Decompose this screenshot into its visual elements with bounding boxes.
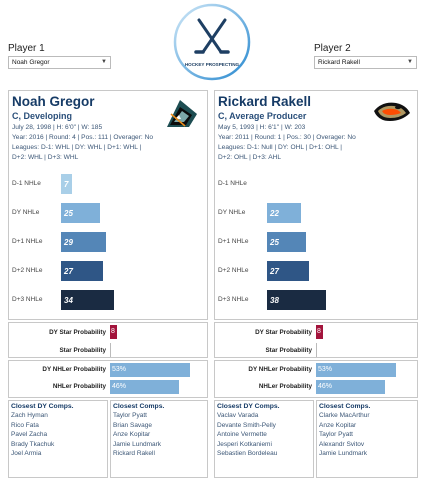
player2-info	[218, 123, 403, 163]
nhler-prob-label: DY NHLer Probability	[42, 366, 106, 373]
list-item: Zach Hyman	[11, 412, 48, 419]
player2-label: Player 2	[314, 43, 351, 54]
bar-value: 7	[64, 180, 69, 189]
bar-value: 29	[64, 238, 73, 247]
star-prob-label: Star Probability	[59, 347, 106, 354]
star-prob-bar[interactable]	[110, 343, 111, 357]
bar-value: 34	[64, 296, 73, 305]
player2-bio: May 5, 1993 | H: 6'1'' | W: 203	[218, 124, 306, 131]
list-item: Anze Kopitar	[319, 421, 357, 429]
player1-info	[12, 123, 197, 163]
player1-dropdown[interactable]	[8, 56, 111, 69]
player1-leagues-2: D+2: WHL | D+3: WHL	[12, 154, 79, 161]
dy-comps-title: Closest DY Comps.	[217, 403, 280, 410]
bar-label: DY NHLe	[12, 209, 40, 216]
player1-label: Player 1	[8, 43, 45, 54]
bar-value: 38	[270, 296, 279, 305]
nhler-prob-value: 53%	[112, 366, 127, 373]
list-item: Pavel Zacha	[11, 431, 48, 439]
nhler-prob-label: DY NHLer Probability	[248, 366, 312, 373]
player2-dy-comps	[214, 400, 314, 478]
player2-name: Rickard Rakell	[218, 94, 312, 109]
list-item: Jamie Lundmark	[319, 450, 368, 458]
list-item: Rickard Rakell	[113, 450, 155, 458]
player2-comps	[316, 400, 418, 478]
comps-title: Closest Comps.	[319, 403, 371, 410]
star-prob-value: 8	[111, 328, 115, 335]
bar-label: D+2 NHLe	[218, 267, 249, 274]
list-item: Anze Kopitar	[113, 431, 151, 439]
list-item: Rico Fata	[11, 421, 39, 429]
bar-value: 25	[64, 209, 73, 218]
player2-dropdown-value: Rickard Rakell	[318, 59, 360, 66]
bar-value: 22	[270, 209, 279, 218]
bar-value: 27	[64, 267, 73, 276]
player2-draft: Year: 2011 | Round: 1 | Pos.: 30 | Overager: No	[218, 134, 356, 141]
player1-type: C, Developing	[12, 111, 73, 121]
nhler-prob-label: NHLer Probability	[52, 383, 106, 390]
list-item: Taylor Pyatt	[113, 412, 147, 419]
nhler-prob-label: NHLer Probability	[258, 383, 312, 390]
list-item: Devante Smith-Pelly	[217, 421, 276, 429]
nhler-prob-value: 46%	[318, 383, 333, 390]
bar-label: D-1 NHLe	[12, 180, 41, 187]
shark-logo-icon	[165, 97, 199, 129]
list-item: Taylor Pyatt	[319, 431, 353, 439]
list-item: Sebastien Bordeleau	[217, 450, 278, 458]
player2-type: C, Average Producer	[218, 111, 307, 121]
list-item: Antoine Vermette	[217, 431, 267, 439]
player1-bio: July 28, 1998 | H: 6'0" | W: 185	[12, 124, 103, 131]
star-prob-bar[interactable]	[316, 343, 317, 357]
player1-draft: Year: 2016 | Round: 4 | Pos.: 111 | Overager: No	[12, 134, 154, 141]
list-item: Joel Armia	[11, 450, 42, 458]
logo-text: HOCKEY PROSPECTING	[184, 62, 240, 67]
chevron-down-icon: ▼	[407, 59, 413, 65]
bar-label: D-1 NHLe	[218, 180, 247, 187]
list-item: Jamie Lundmark	[113, 440, 162, 448]
comps-title: Closest Comps.	[113, 403, 165, 410]
chevron-down-icon: ▼	[101, 59, 107, 65]
duck-logo-icon	[372, 99, 412, 125]
hockey-prospecting-logo	[172, 2, 252, 82]
nhler-prob-value: 53%	[318, 366, 333, 373]
player2-dropdown[interactable]	[314, 56, 417, 69]
player1-name: Noah Gregor	[12, 94, 95, 109]
nhler-prob-value: 46%	[112, 383, 127, 390]
bar-label: D+1 NHLe	[12, 238, 43, 245]
list-item: Vaclav Varada	[217, 412, 259, 419]
bar-value: 27	[270, 267, 279, 276]
player1-comps	[110, 400, 208, 478]
list-item: Brady Tkachuk	[11, 440, 55, 448]
list-item: Alexandr Svitov	[319, 440, 365, 448]
player1-dropdown-value: Noah Gregor	[12, 59, 50, 66]
bar-label: DY NHLe	[218, 209, 246, 216]
star-prob-label: DY Star Probability	[49, 329, 106, 336]
player2-leagues-2: D+2: OHL | D+3: AHL	[218, 154, 282, 161]
bar-value: 25	[270, 238, 279, 247]
list-item: Jesperi Kotkaniemi	[217, 440, 272, 448]
bar-label: D+3 NHLe	[218, 296, 249, 303]
player1-dy-comps	[8, 400, 108, 478]
star-prob-value: 8	[317, 328, 321, 335]
dy-comps-title: Closest DY Comps.	[11, 403, 74, 410]
bar-label: D+2 NHLe	[12, 267, 43, 274]
star-prob-label: Star Probability	[265, 347, 312, 354]
bar-label: D+1 NHLe	[218, 238, 249, 245]
list-item: Clarke MacArthur	[319, 412, 370, 419]
star-prob-label: DY Star Probability	[255, 329, 312, 336]
list-item: Brian Savage	[113, 421, 153, 429]
player2-leagues-1: Leagues: D-1: Null | DY: OHL | D+1: OHL |	[218, 144, 342, 151]
player1-leagues-1: Leagues: D-1: WHL | DY: WHL | D+1: WHL |	[12, 144, 142, 151]
bar-label: D+3 NHLe	[12, 296, 43, 303]
